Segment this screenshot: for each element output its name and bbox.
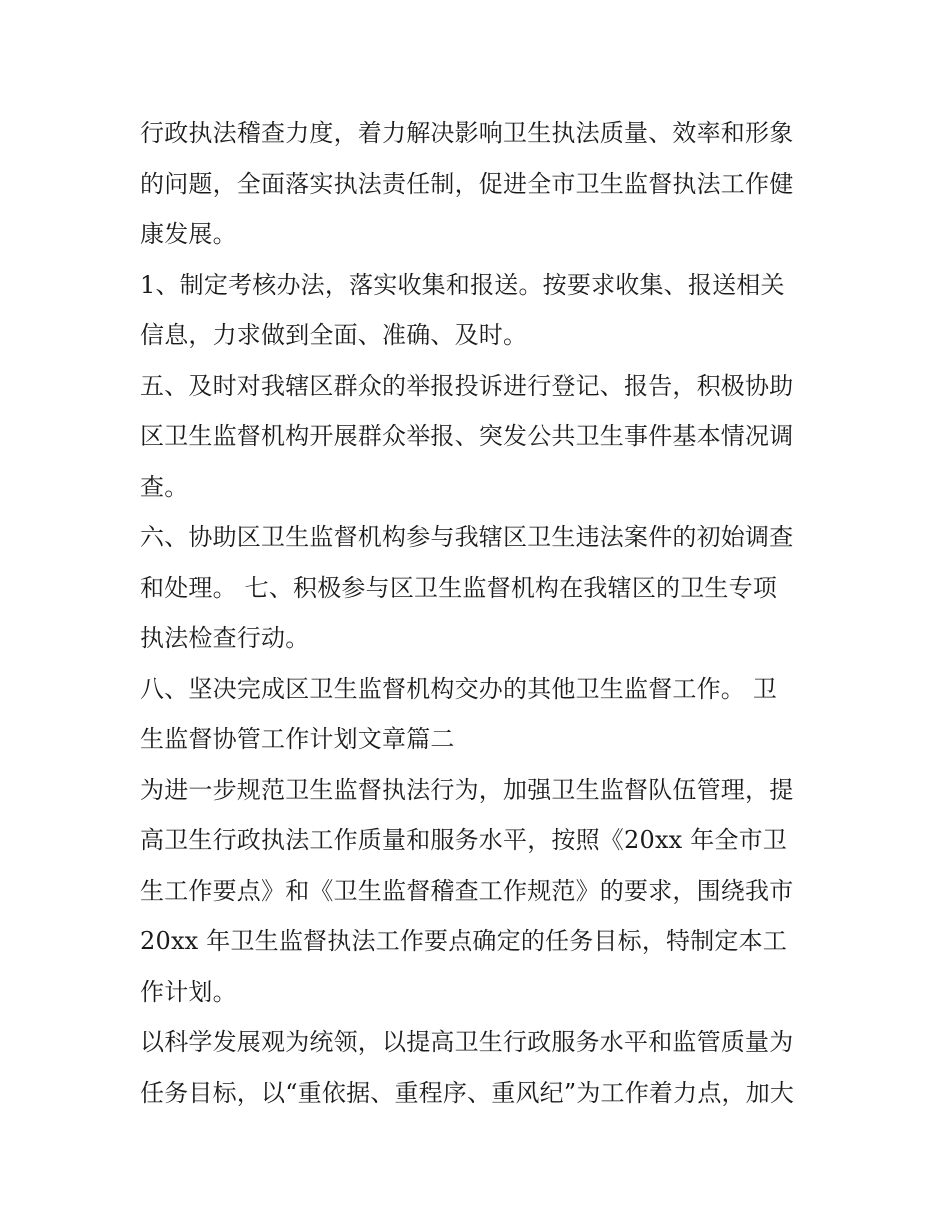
text-line: 任务目标，以“重依据、重程序、重风纪”为工作着力点，加大 <box>140 1078 795 1107</box>
text-line: 康发展。 <box>140 220 237 248</box>
text-line: 六、协助区卫生监督机构参与我辖区卫生违法案件的初始调查 <box>140 523 794 551</box>
text-line: 20xx 年卫生监督执法工作要点确定的任务目标，特制定本工 <box>140 927 788 955</box>
text-line: 区卫生监督机构开展群众举报、突发公共卫生事件基本情况调 <box>140 422 794 450</box>
text-line: 为进一步规范卫生监督执法行为，加强卫生监督队伍管理，提 <box>140 775 794 804</box>
text-line: 八、坚决完成区卫生监督机构交办的其他卫生监督工作。 卫 <box>140 674 778 703</box>
text-line: 五、及时对我辖区群众的举报投诉进行登记、报告，积极协助 <box>140 371 794 400</box>
document-body <box>140 108 820 1118</box>
text-line: 高卫生行政执法工作质量和服务水平，按照《20xx 年全市卫 <box>140 826 788 854</box>
text-line: 执法检查行动。 <box>140 624 310 652</box>
text-line: 和处理。 七、积极参与区卫生监督机构在我辖区的卫生专项 <box>140 573 778 602</box>
text-line: 查。 <box>140 472 189 501</box>
text-line: 行政执法稽查力度，着力解决影响卫生执法质量、效率和形象 <box>140 119 794 147</box>
text-line: 的问题，全面落实执法责任制，促进全市卫生监督执法工作健 <box>140 169 794 198</box>
text-line: 信息，力求做到全面、准确、及时。 <box>140 321 528 349</box>
text-line: 生工作要点》和《卫生监督稽查工作规范》的要求，围绕我市 <box>140 876 794 905</box>
text-line: 以科学发展观为统领，以提高卫生行政服务水平和监管质量为 <box>140 1028 794 1056</box>
text-line: 生监督协管工作计划文章篇二 <box>140 725 455 753</box>
text-line: 1、制定考核办法，落实收集和报送。按要求收集、报送相关 <box>140 270 785 299</box>
text-line: 作计划。 <box>140 977 237 1006</box>
